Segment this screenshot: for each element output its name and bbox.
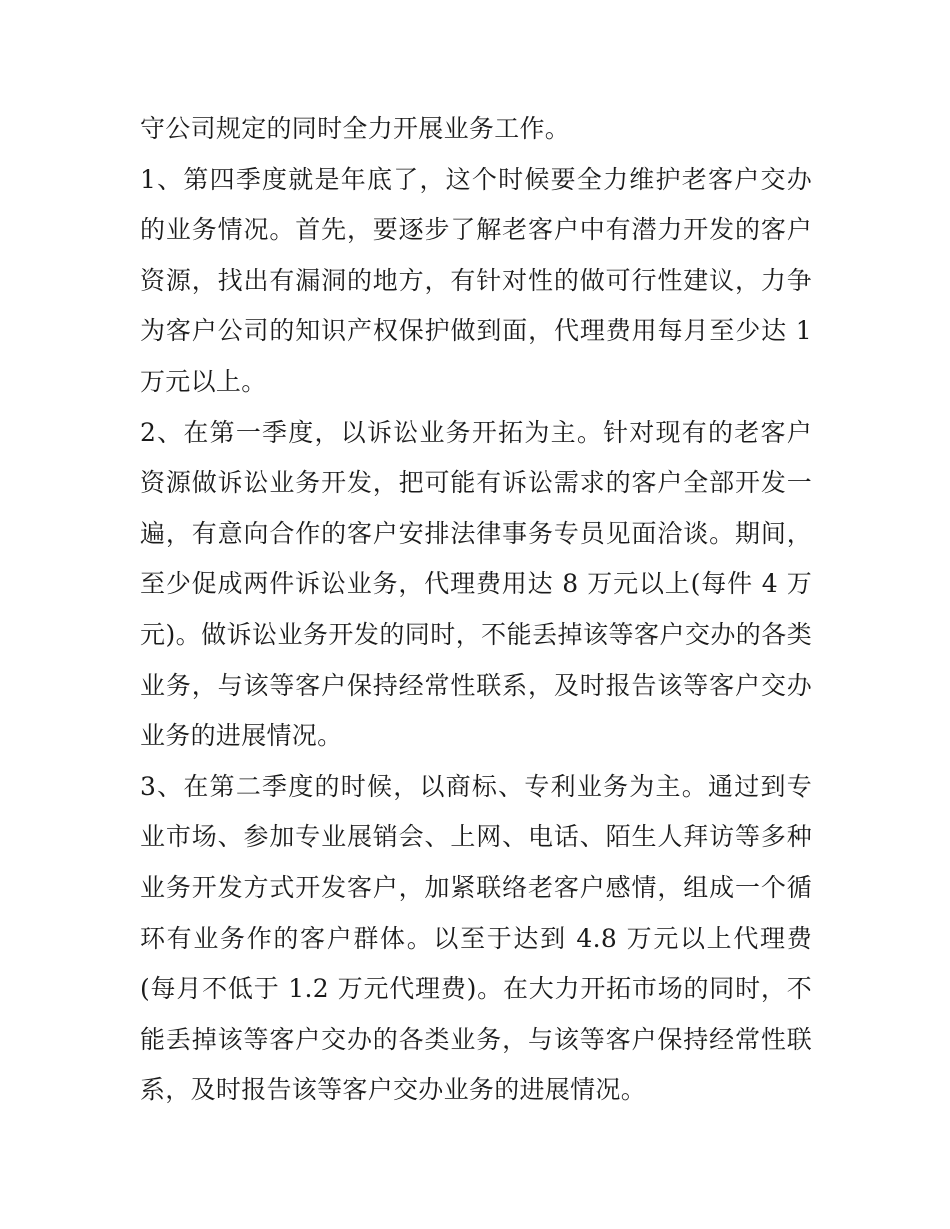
paragraph-item-3: 3、在第二季度的时候，以商标、专利业务为主。通过到专业市场、参加专业展销会、上网、电话、陌生人拜访等多种业务开发方式开发客户，加紧联络老客户感情，组成一个循环有业务作的客户群体。以至于达到 4.8 万元以上代理费(每月不低于 1.2 万元代理费)。在大力开拓市场的同时，不能丢掉该等客户交办的各类业务，与该等客户保持经常性联系，及时报告该等客户交办业务的进展情况。 xyxy=(140,771,812,1105)
paragraph-item-1: 1、第四季度就是年底了，这个时候要全力维护老客户交办的业务情况。首先，要逐步了解老客户中有潜力开发的客户资源，找出有漏洞的地方，有针对性的做可行性建议，力争为客户公司的知识产权保护做到面，代理费用每月至少达 1 万元以上。 xyxy=(140,164,812,396)
document-body xyxy=(140,104,812,1116)
paragraph-continuation: 守公司规定的同时全力开展业务工作。 xyxy=(140,114,571,143)
paragraph-item-2: 2、在第一季度，以诉讼业务开拓为主。针对现有的老客户资源做诉讼业务开发，把可能有诉讼需求的客户全部开发一遍，有意向合作的客户安排法律事务专员见面洽谈。期间，至少促成两件诉讼业务，代理费用达 8 万元以上(每件 4 万元)。做诉讼业务开发的同时，不能丢掉该等客户交办的各类业务，与该等客户保持经常性联系，及时报告该等客户交办业务的进展情况。 xyxy=(140,417,812,751)
